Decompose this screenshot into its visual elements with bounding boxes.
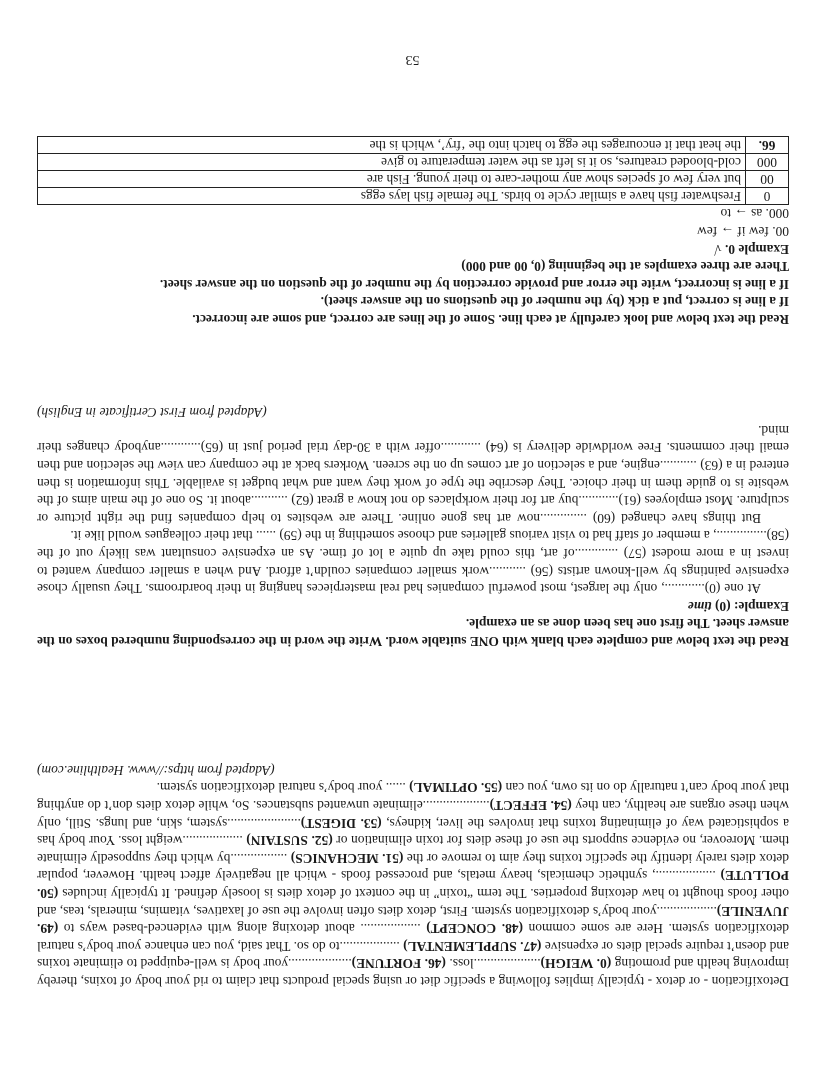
error-correction-section xyxy=(37,136,789,328)
word-prompt-53: (53. DIGEST) xyxy=(300,815,382,831)
example-heading: Example 0. √ xyxy=(714,241,789,257)
word-prompt-52: (52. SUSTAIN) xyxy=(246,833,333,849)
page-number: 53 xyxy=(405,52,420,67)
error-lines-table xyxy=(37,136,789,205)
detox-passage: Detoxification - or detox - typically implies following a specific diet or using special products that claim to rid your body of toxins, thereby improving health and promoting (0. WEIGH)....................loss. (46. FORTUNE)...................your body is well-equipped to eliminate toxins and doesn’t require special diets or expensive (47. SUPPLEMENTAL) ..................to do so. That said, you can enhance your body’s natural detoxification system. Here are some common (48. CONCEPT) .................. about detoxing along with evidenced-based ways to (49. JUVENILE)..................your body’s detoxification system. First, detox diets often involve the use of laxatives, vitamins, minerals, teas, and other foods thought to haw detoxing properties. The term “toxin” in the context of detox diets is loosely defined. It typically includes (50. POLLUTE) .................., synthetic chemicals, heavy metals, and processed foods - which all negatively affect health. However, popular detox diets rarely identify the specific toxins they aim to remove or the (51. MECHANICS) .................by which they supposedly eliminate them. Moreover, no evidence supports the use of these diets for toxin elimination or (52. SUSTAIN) ..................weight loss. Your body has a sophisticated way of eliminating toxins that involves the liver, kidneys, (53. DIGEST)......................system, skin, and lungs. Still, only when these organs are healthy, can they (54. EFFECT)....................eliminate unwanted substances. So, while detox diets don’t do anything that your body can’t naturally do on its own, you can (55. OPTIMAL) ...... your body’s natural detoxification system. (Adapted from https://www. Healthline.com) xyxy=(37,762,789,989)
word-prompt-54: (54. EFFECT) xyxy=(489,798,572,814)
word-prompt-46: (46. FORTUNE) xyxy=(351,956,446,972)
table-row: 000 cold-blooded creatures, so it is left as the water temperature to give xyxy=(38,153,789,170)
word-prompt-48: (48. CONCEPT) xyxy=(426,921,523,937)
word-prompt-47: (47. SUPPLEMENTAL) xyxy=(403,938,542,954)
art-instruction: Read the text below and complete each blank with ONE suitable word. Write the word in the corresponding numbered boxes on the answer sheet. The first one has been done as an example. xyxy=(37,616,789,649)
word-prompt-55: (55. OPTIMAL) xyxy=(409,780,503,796)
word-prompt-50: (50. POLLUTE) xyxy=(37,868,789,902)
art-example: Example: (0) time xyxy=(687,598,789,614)
error-instruction-1: Read the text below and look carefully at each line. Some of the lines are correct, and some are incorrect. xyxy=(192,312,789,327)
art-paragraph-1: At one (0)............, only the largest, most powerful companies had real masterpieces hanging in their boardrooms. They usually chose expensive paintings by well-known artists (56) ...........work smaller companies couldn’t afford. And when a smaller company wanted to invest in a more modest (57) .............of art, this could take up quite a lot of time. As an expensive consultant was likely out of the (58)..............., a member of staff had to visit various galleries and choose something in the (59) ...... that their colleagues would like it. xyxy=(37,528,789,597)
example-answer-000: 000. as → to xyxy=(720,206,789,222)
detox-source: (Adapted from https://www. Healthline.com) xyxy=(37,762,275,778)
table-row: 00 but very few of species show any mother-care to their young. Fish are xyxy=(38,170,789,187)
art-paragraph-2: But things have changed (60) ..............now art has gone online. There are websites to help companies find the right picture or sculpture. Most employees (61)............buy art for their workplaces do not know a great (62) ...........about it. So one of the main aims of the website is to guide them in their choice. They describe the type of work they want and what budget is available. This information is then entered in a (63) ...........engine, and a selection of art comes up on the screen. Workers back at the company can view the selection and then email their comments. Free worldwide delivery is (64) ............offer with a 30-day trial period just in (65)............anybody changes their mind. xyxy=(37,422,789,526)
table-row: 66. the heat that it encourages the egg to hatch into the ‘fry’, which is the xyxy=(38,136,789,153)
word-prompt-49: (49. JUVENILE) xyxy=(37,903,789,937)
art-section xyxy=(37,404,789,650)
error-instruction-4: There are three examples at the beginning (0, 00 and 000) xyxy=(461,259,789,275)
art-source: (Adapted from First Certificate in English) xyxy=(37,405,267,421)
error-instruction-2: If a line is correct, put a tick (by the number of the questions on the answer sheet). xyxy=(320,294,789,310)
example-answer-00: 00. few if → few xyxy=(697,224,789,240)
word-prompt-51: (51. MECHANICS) xyxy=(290,850,404,866)
error-instruction-3: If a line is incorrect, write the error and provide correction by the number of the question on the answer sheet. xyxy=(159,276,789,292)
table-row: 0 Freshwater fish have a similar cycle to birds. The female fish lays eggs xyxy=(38,187,789,204)
word-prompt-0: (0. WEIGH) xyxy=(540,956,612,972)
